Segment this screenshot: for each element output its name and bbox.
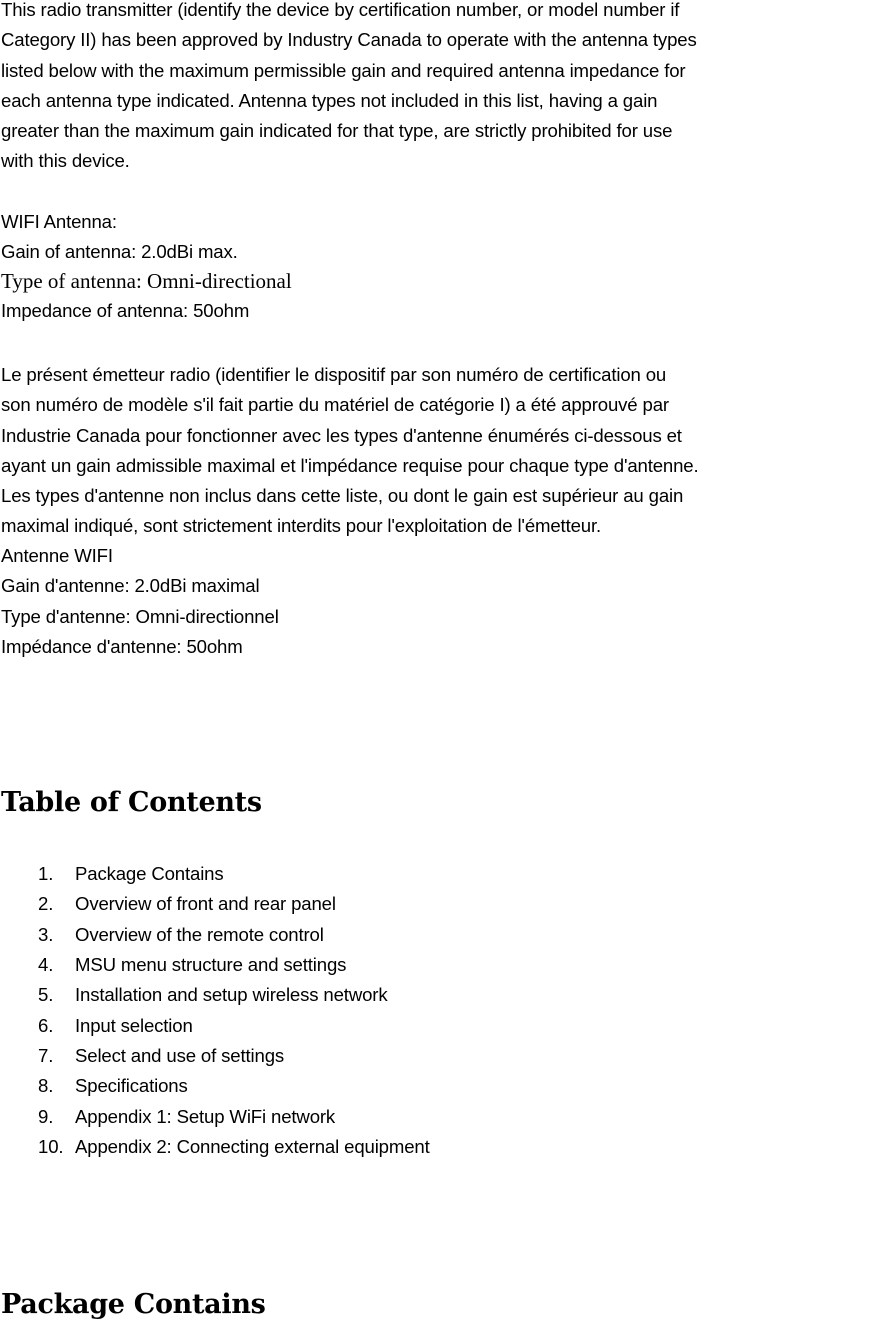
toc-item-label: Package Contains [75, 863, 224, 884]
english-paragraph-line: Category II) has been approved by Industry Canada to operate with the antenna types [1, 29, 697, 50]
toc-item-label: Appendix 1: Setup WiFi network [75, 1106, 336, 1127]
toc-item-number: 5. [38, 984, 54, 1005]
toc-item-label: Input selection [75, 1015, 193, 1036]
french-paragraph-line: Les types d'antenne non inclus dans cette liste, ou dont le gain est supérieur au gain [1, 485, 684, 506]
toc-item-label: Overview of the remote control [75, 924, 324, 945]
french-antenna-impedance: Impédance d'antenne: 50ohm [1, 636, 243, 657]
toc-item-number: 1. [38, 863, 54, 884]
english-antenna-gain: Gain of antenna: 2.0dBi max. [1, 241, 238, 262]
toc-item[interactable] [38, 950, 346, 980]
toc-item[interactable] [38, 859, 224, 889]
english-paragraph-line: with this device. [1, 150, 130, 171]
french-antenna-title: Antenne WIFI [1, 545, 113, 566]
toc-item[interactable] [38, 1102, 335, 1132]
toc-item-label: Select and use of settings [75, 1045, 285, 1066]
english-paragraph-line: This radio transmitter (identify the device by certification number, or model number if [1, 0, 680, 20]
toc-item[interactable] [38, 980, 387, 1010]
toc-item-number: 9. [38, 1106, 54, 1127]
toc-item-number: 6. [38, 1015, 54, 1036]
toc-item[interactable] [38, 889, 336, 919]
toc-item-label: Installation and setup wireless network [75, 984, 388, 1005]
toc-item[interactable] [38, 1041, 284, 1071]
toc-item-number: 8. [38, 1075, 54, 1096]
english-antenna-title: WIFI Antenna: [1, 211, 117, 232]
toc-item-number: 3. [38, 924, 54, 945]
toc-heading: Table of Contents [1, 787, 262, 818]
english-antenna-impedance: Impedance of antenna: 50ohm [1, 300, 250, 321]
french-antenna-gain: Gain d'antenne: 2.0dBi maximal [1, 575, 260, 596]
toc-item[interactable] [38, 920, 324, 950]
package-contains-heading: Package Contains [1, 1289, 266, 1320]
toc-item-number: 4. [38, 954, 54, 975]
toc-item[interactable] [38, 1011, 193, 1041]
toc-item-number: 7. [38, 1045, 54, 1066]
english-antenna-type: Type of antenna: Omni-directional [1, 269, 292, 293]
toc-item[interactable] [38, 1132, 430, 1162]
english-paragraph-line: each antenna type indicated. Antenna types not included in this list, having a gain [1, 90, 658, 111]
toc-item-label: Appendix 2: Connecting external equipment [75, 1136, 430, 1157]
french-paragraph-line: Industrie Canada pour fonctionner avec les types d'antenne énumérés ci-dessous et [1, 425, 682, 446]
toc-item[interactable] [38, 1071, 188, 1101]
english-paragraph-line: listed below with the maximum permissible gain and required antenna impedance for [1, 60, 686, 81]
toc-item-label: Specifications [75, 1075, 188, 1096]
english-paragraph-line: greater than the maximum gain indicated for that type, are strictly prohibited for use [1, 120, 673, 141]
french-paragraph-line: maximal indiqué, sont strictement interdits pour l'exploitation de l'émetteur. [1, 515, 601, 536]
french-paragraph-line: Le présent émetteur radio (identifier le dispositif par son numéro de certification ou [1, 364, 667, 385]
french-antenna-type: Type d'antenne: Omni-directionnel [1, 606, 279, 627]
toc-item-label: MSU menu structure and settings [75, 954, 347, 975]
french-paragraph-line: ayant un gain admissible maximal et l'impédance requise pour chaque type d'antenne. [1, 455, 699, 476]
toc-item-number: 10. [38, 1136, 64, 1157]
french-paragraph-line: son numéro de modèle s'il fait partie du matériel de catégorie I) a été approuvé par [1, 394, 669, 415]
toc-item-number: 2. [38, 893, 54, 914]
toc-item-label: Overview of front and rear panel [75, 893, 336, 914]
